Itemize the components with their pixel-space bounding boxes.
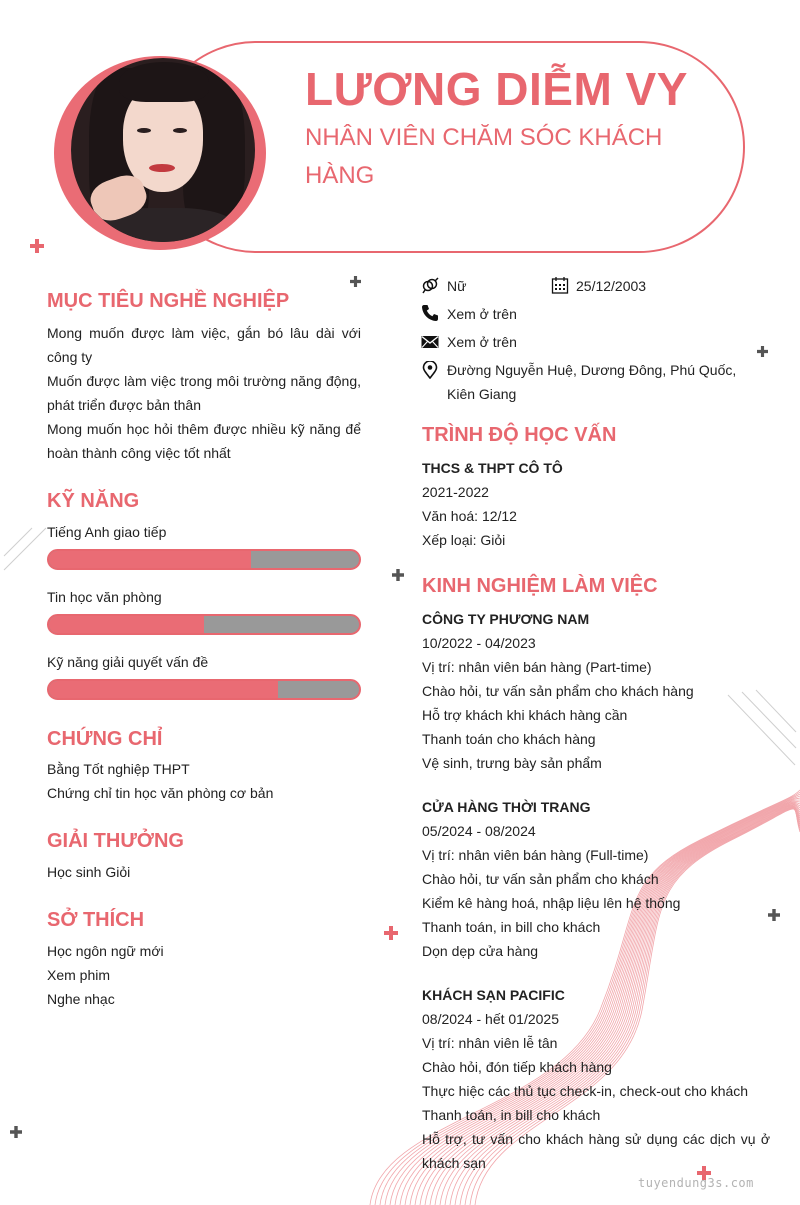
objective-title: MỤC TIÊU NGHỀ NGHIỆP: [47, 290, 290, 312]
plus-decoration-icon: [30, 239, 44, 253]
objective-line: Muốn được làm việc trong môi trường năng động, phát triển được bản thân: [47, 373, 361, 413]
plus-decoration-icon: [757, 346, 768, 357]
hobby-item: Nghe nhạc: [47, 991, 115, 1007]
job-line: Vệ sinh, trưng bày sản phẩm: [422, 755, 602, 771]
skills-title: KỸ NĂNG: [47, 490, 140, 512]
job-line: Thanh toán, in bill cho khách: [422, 1107, 601, 1123]
job-title: NHÂN VIÊN CHĂM SÓC KHÁCH HÀNG: [305, 124, 663, 189]
job-line: Thanh toán cho khách hàng: [422, 731, 596, 747]
plus-decoration-icon: [350, 276, 361, 287]
awards-title: GIẢI THƯỞNG: [47, 830, 184, 852]
dob-value: 25/12/2003: [576, 278, 647, 294]
gender-value: Nữ: [447, 278, 467, 294]
job-company: KHÁCH SẠN PACIFIC: [422, 987, 565, 1003]
calendar-icon: [551, 276, 569, 294]
skill-bar: [47, 549, 361, 570]
job-line: Chào hỏi, đón tiếp khách hàng: [422, 1059, 612, 1075]
school-culture: Văn hoá: 12/12: [422, 508, 517, 524]
profile-photo: [71, 58, 255, 242]
hobby-item: Xem phim: [47, 967, 111, 983]
school-rank: Xếp loại: Giỏi: [422, 532, 506, 548]
certificate-item: Bằng Tốt nghiệp THPT: [47, 761, 190, 777]
job-line: Chào hỏi, tư vấn sản phẩm cho khách hàng: [422, 683, 694, 699]
school-name: THCS & THPT CÔ TÔ: [422, 460, 563, 476]
job-line: Hỗ trợ khách khi khách hàng cần: [422, 707, 628, 723]
plus-decoration-icon: [768, 909, 780, 921]
plus-decoration-icon: [10, 1126, 22, 1138]
phone-icon: [421, 304, 439, 322]
skill-label: Tin học văn phòng: [47, 589, 162, 605]
job-line: Vị trí: nhân viên bán hàng (Part-time): [422, 659, 652, 675]
job-company: CỬA HÀNG THỜI TRANG: [422, 799, 591, 815]
skill-label: Tiếng Anh giao tiếp: [47, 524, 167, 540]
plus-decoration-icon: [384, 926, 398, 940]
job-line: Vị trí: nhân viên bán hàng (Full-time): [422, 847, 649, 863]
skill-bar: [47, 614, 361, 635]
job-period: 10/2022 - 04/2023: [422, 635, 536, 651]
skill-label: Kỹ năng giải quyết vấn đề: [47, 654, 209, 670]
job-period: 05/2024 - 08/2024: [422, 823, 536, 839]
address-value: Đường Nguyễn Huệ, Dương Đông, Phú Quốc, Kiên Giang: [447, 362, 737, 402]
objective-line: Mong muốn được làm việc, gắn bó lâu dài với công ty: [47, 325, 361, 365]
job-line: Dọn dẹp cửa hàng: [422, 943, 539, 959]
skill-bar-fill: [49, 551, 251, 568]
certificate-item: Chứng chỉ tin học văn phòng cơ bản: [47, 785, 274, 801]
plus-decoration-icon: [392, 569, 404, 581]
job-period: 08/2024 - hết 01/2025: [422, 1011, 560, 1027]
school-years: 2021-2022: [422, 484, 489, 500]
gender-icon: [421, 276, 439, 294]
email-value: Xem ở trên: [447, 334, 517, 350]
certificates-title: CHỨNG CHỈ: [47, 728, 163, 750]
job-line: Thanh toán, in bill cho khách: [422, 919, 601, 935]
experience-title: KINH NGHIỆM LÀM VIỆC: [422, 575, 658, 597]
skill-bar-fill: [49, 681, 278, 698]
education-title: TRÌNH ĐỘ HỌC VẤN: [422, 424, 617, 446]
watermark: tuyendung3s.com: [638, 1176, 754, 1190]
hobbies-title: SỞ THÍCH: [47, 909, 145, 931]
award-item: Học sinh Giỏi: [47, 864, 131, 880]
hobby-item: Học ngôn ngữ mới: [47, 943, 164, 959]
job-line: Chào hỏi, tư vấn sản phẩm cho khách: [422, 871, 659, 887]
objective-line: Mong muốn học hỏi thêm được nhiều kỹ năng để hoàn thành công việc tốt nhất: [47, 421, 361, 461]
location-icon: [421, 361, 439, 379]
job-line: Kiểm kê hàng hoá, nhập liệu lên hệ thống: [422, 895, 681, 911]
skill-bar: [47, 679, 361, 700]
skill-bar-fill: [49, 616, 204, 633]
email-icon: [421, 333, 439, 351]
job-line: Vị trí: nhân viên lễ tân: [422, 1035, 558, 1051]
candidate-name: LƯƠNG DIỄM VY: [305, 63, 688, 115]
job-company: CÔNG TY PHƯƠNG NAM: [422, 611, 590, 627]
job-line: Hỗ trợ, tư vấn cho khách hàng sử dụng các dịch vụ ở khách sạn: [422, 1131, 770, 1171]
phone-value: Xem ở trên: [447, 306, 517, 322]
job-line: Thực hiệc các thủ tục check-in, check-out cho khách: [422, 1083, 749, 1099]
